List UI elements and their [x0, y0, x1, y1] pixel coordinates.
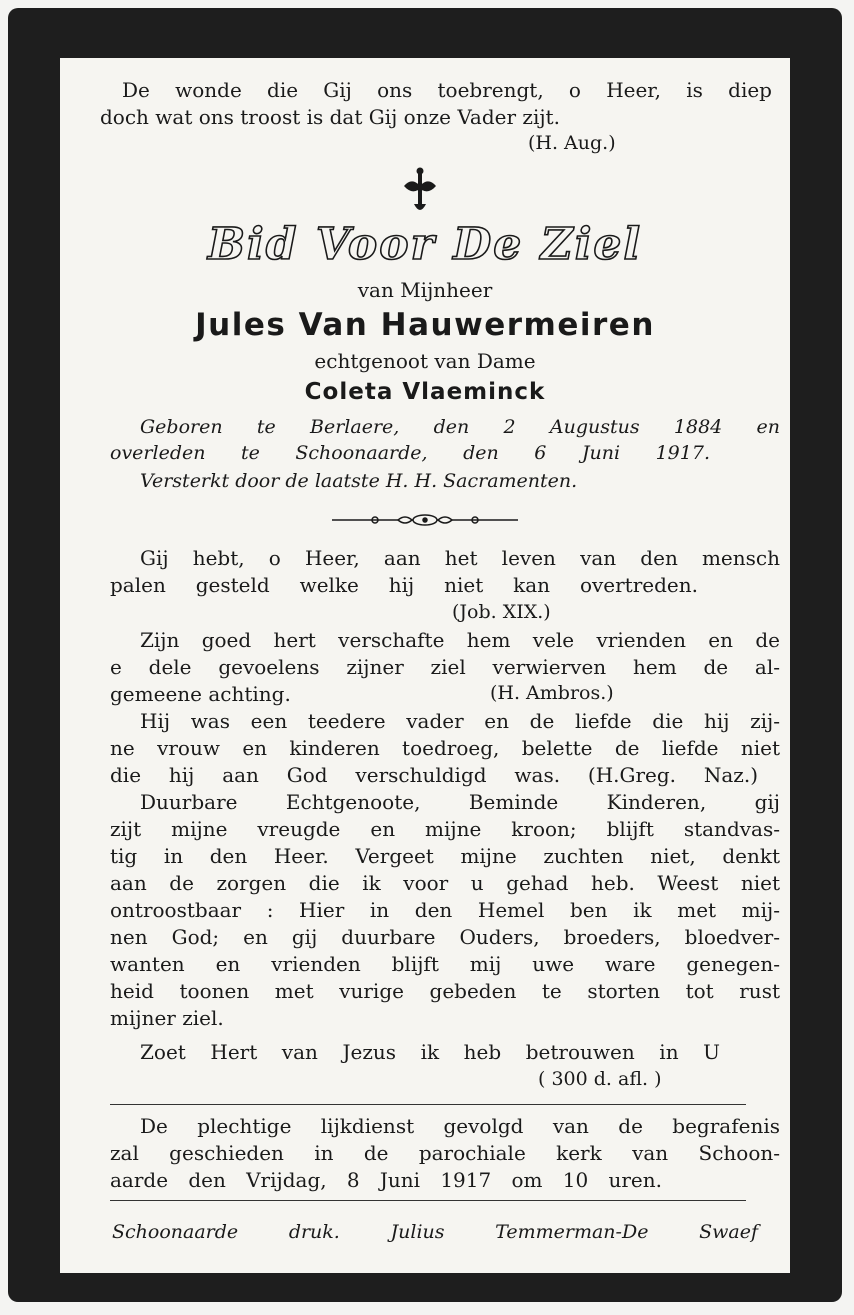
divider-ornament-icon	[330, 510, 520, 530]
funeral-line: zal geschieden in de parochiale kerk van Schoon-	[110, 1141, 780, 1165]
honorific: van Mijnheer	[357, 278, 493, 302]
ambros-quote-source: (H. Ambros.)	[490, 682, 614, 704]
spouse-name: Coleta Vlaeminck	[304, 379, 546, 405]
funeral-line: De plechtige lijkdienst gevolgd van de begrafenis	[140, 1114, 780, 1138]
cross-ornament-icon	[402, 166, 438, 214]
page-title: Bid Voor De Ziel	[207, 219, 643, 270]
ambros-quote-line-1: Zijn goed hert verschafte hem vele vrienden en de	[140, 628, 780, 652]
ambros-quote-line-3: gemeene achting.	[110, 682, 291, 706]
spouse-label: echtgenoot van Dame	[314, 349, 536, 373]
prayer-text: Zoet Hert van Jezus ik heb betrouwen in U	[140, 1040, 720, 1064]
sacraments-line: Versterkt door de laatste H. H. Sacramenten.	[140, 470, 578, 492]
farewell-line: Duurbare Echtgenoote, Beminde Kinderen, gij	[140, 790, 780, 814]
printer-line: Schoonaarde druk. Julius Temmerman-De Swaef	[112, 1221, 758, 1243]
farewell-line: tig in den Heer. Vergeet mijne zuchten niet, denkt	[110, 844, 780, 868]
card-content	[60, 58, 790, 1273]
job-quote-line-2: palen gesteld welke hij niet kan overtreden.	[110, 573, 698, 597]
gregory-quote-line-3: die hij aan God verschuldigd was. (H.Greg. Naz.)	[110, 763, 758, 787]
deceased-name: Jules Van Hauwermeiren	[195, 307, 655, 343]
divider	[110, 1200, 746, 1201]
farewell-line: zijt mijne vreugde en mijne kroon; blijft standvas-	[110, 817, 780, 841]
farewell-line: wanten en vrienden blijft mij uwe ware genegen-	[110, 952, 780, 976]
job-quote-source: (Job. XIX.)	[452, 601, 551, 623]
job-quote-line-1: Gij hebt, o Heer, aan het leven van den mensch	[140, 546, 780, 570]
farewell-line: aan de zorgen die ik voor u gehad heb. Weest niet	[110, 871, 780, 895]
epigraph-line-1: De wonde die Gij ons toebrengt, o Heer, is diep	[122, 78, 772, 102]
epigraph-source: (H. Aug.)	[528, 132, 616, 154]
indulgence: ( 300 d. afl. )	[538, 1068, 662, 1090]
death-line: overleden te Schoonaarde, den 6 Juni 1917.	[110, 442, 710, 464]
funeral-line: aarde den Vrijdag, 8 Juni 1917 om 10 uren.	[110, 1168, 662, 1192]
farewell-line: heid toonen met vurige gebeden te storten tot rust	[110, 979, 780, 1003]
gregory-quote-line-2: ne vrouw en kinderen toedroeg, belette de liefde niet	[110, 736, 780, 760]
farewell-line: ontroostbaar : Hier in den Hemel ben ik met mij-	[110, 898, 780, 922]
farewell-line: mijner ziel.	[110, 1006, 224, 1030]
ambros-quote-line-2: e dele gevoelens zijner ziel verwierven hem de al-	[110, 655, 780, 679]
memorial-card	[8, 8, 842, 1302]
gregory-quote-line-1: Hij was een teedere vader en de liefde die hij zij-	[140, 709, 780, 733]
birth-line: Geboren te Berlaere, den 2 Augustus 1884 en	[140, 416, 780, 438]
epigraph-line-2: doch wat ons troost is dat Gij onze Vader zijt.	[100, 105, 560, 129]
divider	[110, 1104, 746, 1105]
farewell-line: nen God; en gij duurbare Ouders, broeders, bloedver-	[110, 925, 780, 949]
